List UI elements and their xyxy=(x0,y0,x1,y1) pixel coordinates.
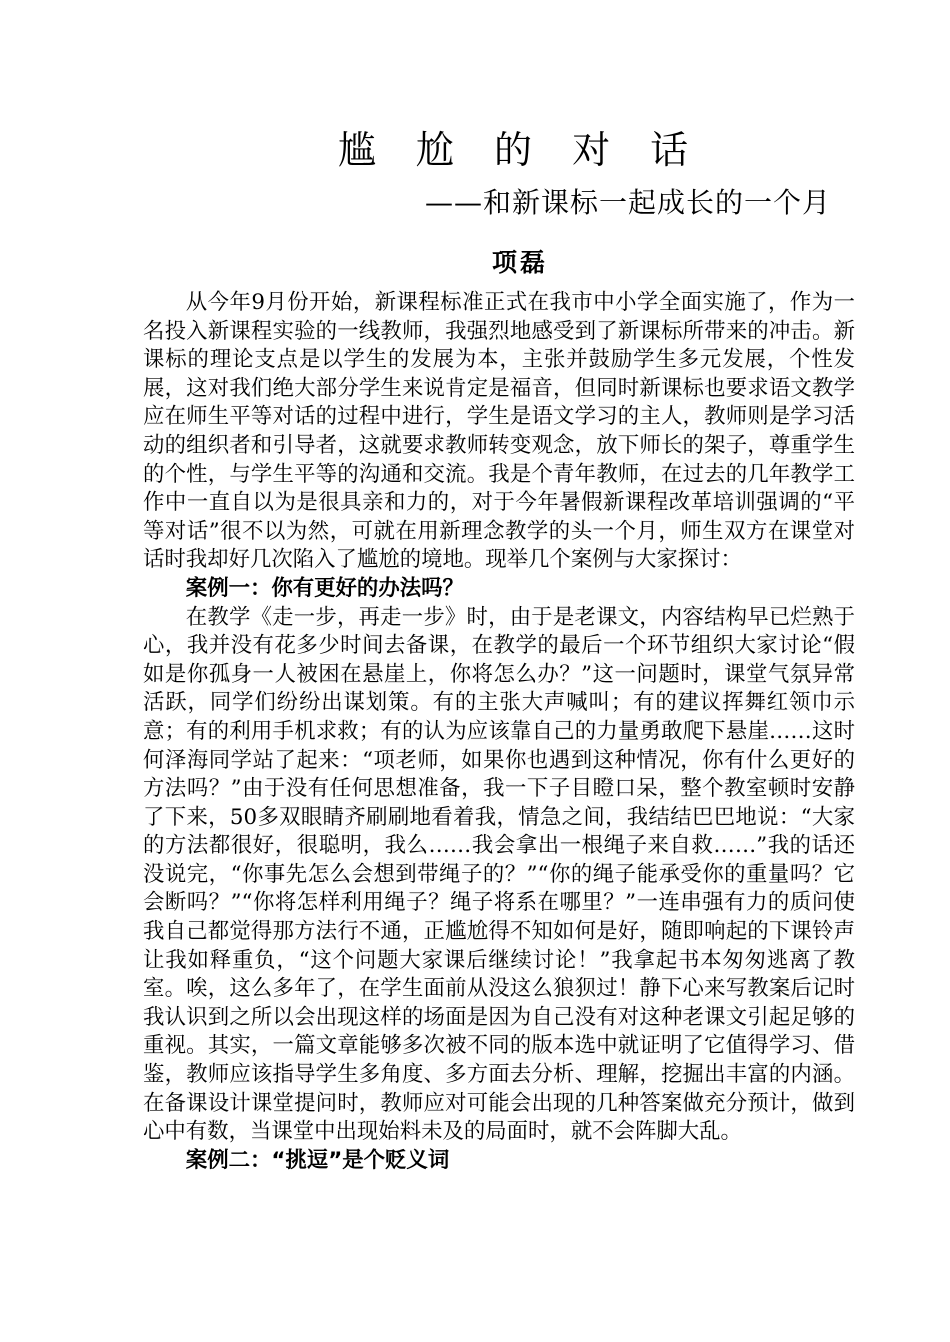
document-body xyxy=(143,289,855,1175)
document-author: 项磊 xyxy=(491,248,548,277)
case2-heading: 案例二：“挑逗”是个贬义词 xyxy=(185,1147,450,1173)
document-subtitle: ——和新课标一起成长的一个月 xyxy=(425,186,832,219)
intro-paragraph: 从今年9月份开始，新课程标准正式在我市中小学全面实施了，作为一名投入新课程实验的一线教师，我强烈地感受到了新课标所带来的冲击。新课标的理论支点是以学生的发展为本，主张并鼓励学生多元发展，个性发展，这对我们绝大部分学生来说肯定是福音，但同时新课标也要求语文教学应在师生平等对话的过程中进行，学生是语文学习的主人，教师则是学习活动的组织者和引导者，这就要求教师转变观念，放下师长的架子，尊重学生的个性，与学生平等的沟通和交流。我是个青年教师，在过去的几年教学工作中一直自以为是很具亲和力的，对于今年暑假新课程改革培训强调的“平等对话”很不以为然，可就在用新理念教学的头一个月，师生双方在课堂对话时我却好几次陷入了尴尬的境地。现举几个案例与大家探讨： xyxy=(143,290,855,573)
case1-heading: 案例一：你有更好的办法吗？ xyxy=(185,575,464,601)
document-title: 尴 尬 的 对 话 xyxy=(337,128,703,172)
case1-paragraph: 在教学《走一步，再走一步》时，由于是老课文，内容结构早已烂熟于心，我并没有花多少时间去备课，在教学的最后一个环节组织大家讨论“假如是你孤身一人被困在悬崖上，你将怎么办？”这一问题时，课堂气氛异常活跃，同学们纷纷出谋划策。有的主张大声喊叫；有的建议挥舞红领巾示意；有的利用手机求救；有的认为应该靠自己的力量勇敢爬下悬崖……这时何泽海同学站了起来：“项老师，如果你也遇到这种情况，你有什么更好的方法吗？”由于没有任何思想准备，我一下子目瞪口呆，整个教室顿时安静了下来，50多双眼睛齐刷刷地看着我，情急之间，我结结巴巴地说：“大家的方法都很好，很聪明，我么……我会拿出一根绳子来自救……”我的话还没说完，“你事先怎么会想到带绳子的？”“你的绳子能承受你的重量吗？它会断吗？”“你将怎样利用绳子？绳子将系在哪里？”一连串强有力的质问使我自己都觉得那方法行不通，正尴尬得不知如何是好，随即响起的下课铃声让我如释重负，“这个问题大家课后继续讨论！”我拿起书本匆匆逃离了教室。唉，这么多年了，在学生面前从没这么狼狈过！静下心来写教案后记时我认识到之所以会出现这样的场面是因为自己没有对这种老课文引起足够的重视。其实，一篇文章能够多次被不同的版本选中就证明了它值得学习、借鉴，教师应该指导学生多角度、多方面去分析、理解，挖掘出丰富的内涵。在备课设计课堂提问时，教师应对可能会出现的几种答案做充分预计，做到心中有数，当课堂中出现始料未及的局面时，就不会阵脚大乱。 xyxy=(143,604,855,1145)
